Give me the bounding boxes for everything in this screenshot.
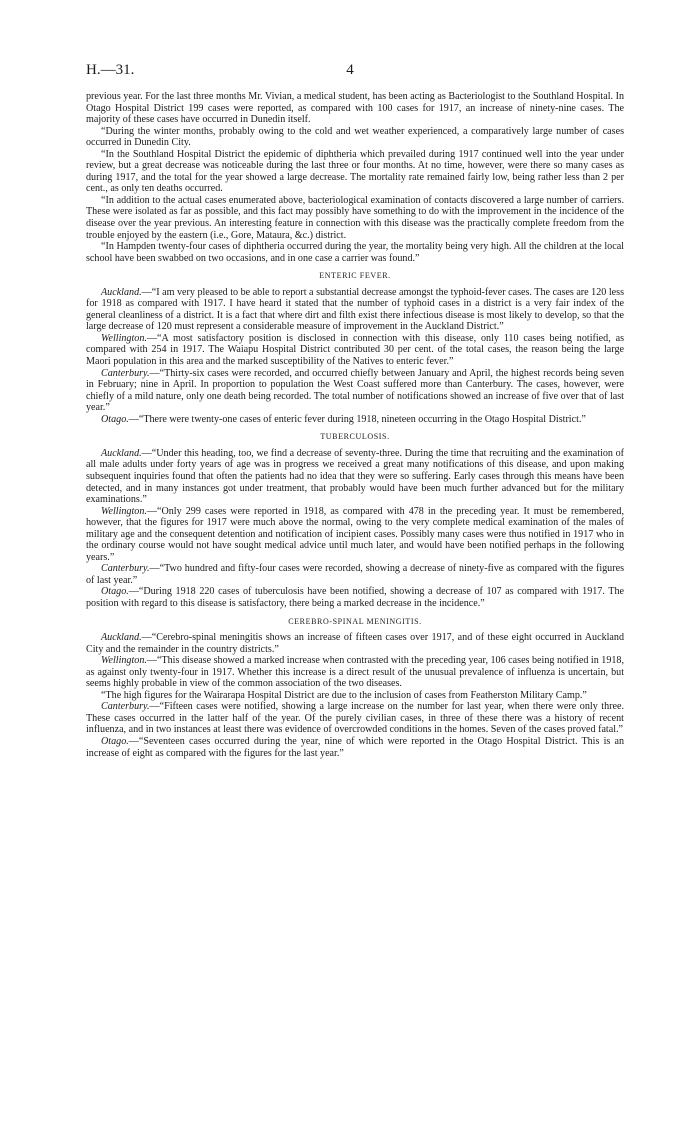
paragraph	[86, 690, 624, 702]
paragraph-text: —“A most satisfactory position is disclosed in connection with this disease, only 110 cases being notified, as compared with 254 in 1917. The Waiapu Hospital District contributed 30 per cent. of the total cases, the reason being the large Maori population in this area and the marked susceptibility of the Natives to enteric fever.”	[86, 332, 624, 368]
paragraph-text: —“Only 299 cases were reported in 1918, as compared with 478 in the preceding year. It must be remembered, however, that the figures for 1917 were much above the normal, owing to the very complete medical examination of the males of military age and the consequent detention and notification of incipient cases. Possibly many cases were thus notified in 1917 who in the ordinary course would not have sought medical advice until much later, and would have been notified perhaps in the following years.”	[86, 505, 624, 563]
paragraph	[86, 736, 624, 759]
section-heading: CEREBRO-SPINAL MENINGITIS.	[288, 616, 422, 626]
district-name: Canterbury.	[101, 367, 150, 379]
paragraph-text: —“Two hundred and fifty-four cases were recorded, showing a decrease of ninety-five as compared with the figures of last year.”	[86, 563, 624, 586]
paragraph	[86, 91, 624, 126]
document-body	[86, 91, 624, 759]
paragraph-text: —“Cerebro-spinal meningitis shows an increase of fifteen cases over 1917, and of these eight occurred in Auckland City and the remainder in the country districts.”	[86, 632, 624, 655]
district-name: Wellington.	[101, 655, 147, 667]
district-name: Wellington.	[101, 505, 147, 517]
paragraph-text: previous year. For the last three months Mr. Vivian, a medical student, has been acting as Bacteriologist to the Southland Hospital. In Otago Hospital District 199 cases were reported, as compared with 100 cases for 1917, an increase of ninety-nine cases. The majority of these cases have occurred in Dunedin itself.	[86, 91, 624, 126]
paragraph	[86, 126, 624, 149]
paragraph-text: —“Thirty-six cases were recorded, and occurred chiefly between January and April, the highest records being seven in February; nine in April. In proportion to population the West Coast suffered more than Canterbury. The cases, however, were chiefly of a mild nature, only one death being recorded. The total number of notifications showed an increase of five over that of last year.”	[86, 367, 624, 414]
paragraph	[86, 586, 624, 609]
section-heading: TUBERCULOSIS.	[320, 432, 390, 442]
page-header	[86, 62, 614, 84]
section-heading: ENTERIC FEVER.	[319, 271, 391, 281]
district-name: Otago.	[101, 413, 129, 425]
paragraph-text: “The high figures for the Wairarapa Hospital District are due to the inclusion of cases from Featherston Military Camp.”	[101, 689, 587, 701]
district-name: Auckland.	[101, 447, 142, 459]
district-name: Otago.	[101, 586, 129, 598]
paragraph	[86, 287, 624, 333]
paragraph-text: “In the Southland Hospital District the epidemic of diphtheria which prevailed during 1917 continued well into the year under review, but a great decrease was noticeable during the last three or four months. At no time, however, were there so many cases as during 1917, and the total for the year showed a large decrease. The mortality rate remained fairly low, being rather less than 2 per cent., as only ten deaths occurred.	[86, 148, 624, 195]
document-reference: H.—31.	[86, 62, 135, 78]
paragraph	[86, 448, 624, 506]
paragraph	[86, 149, 624, 195]
paragraph-text: “In addition to the actual cases enumerated above, bacteriological examination of contacts discovered a large number of carriers. These were isolated as far as possible, and this fact may possibly have something to do with the improvement in the incidence of the disease over the year previous. An interesting feature in connection with this disease was the practically complete freedom from the trouble enjoyed by the eastern (i.e., Gore, Mataura, &c.) district.	[86, 194, 624, 241]
paragraph-text: —“I am very pleased to be able to report a substantial decrease amongst the typhoid-fever cases. The cases are 120 less for 1918 as compared with 1917. I have heard it stated that the number of typhoid cases in a district is a very fair index of the general cleanliness of a district. It is a fact that where dirt and filth exist there infectious disease is most likely to develop, so that the large decrease of 120 must represent a considerable measure of improvement in the Auckland District.”	[86, 286, 624, 333]
district-name: Auckland.	[101, 632, 142, 644]
paragraph	[86, 506, 624, 564]
district-name: Canterbury.	[101, 701, 150, 713]
paragraph	[86, 632, 624, 655]
paragraph-text: —“During 1918 220 cases of tuberculosis have been notified, showing a decrease of 107 as compared with 1917. The position with regard to this disease is satisfactory, there being a marked decrease in the incidence.”	[86, 586, 624, 609]
paragraph-text: —“Fifteen cases were notified, showing a large increase on the number for last year, when there were only three. These cases occurred in the latter half of the year. Of the purely civilian cases, in three of these there was a history of recent influenza, and in two instances at least there was evidence of overcrowded conditions in the homes. Seven of the cases proved fatal.”	[86, 701, 624, 736]
district-name: Auckland.	[101, 286, 142, 298]
paragraph-text: —“This disease showed a marked increase when contrasted with the preceding year, 106 cases being notified in 1918, as against only twenty-four in 1917. Whether this increase is a direct result of the unusual prevalence of influenza is uncertain, but seems highly probable in view of the common association of the two diseases.	[86, 655, 624, 690]
paragraph-text: —“Under this heading, too, we find a decrease of seventy-three. During the time that recruiting and the examination of all male adults under forty years of age was in progress we received a great many notifications of this disease, and upon making subsequent inquiries found that often the patients had no idea that they were so suffering. Early cases through this means have been detected, and in many instances got under treatment, that probably would have been much further advanced but for the military examinations.”	[86, 447, 624, 506]
paragraph	[86, 368, 624, 414]
district-name: Otago.	[101, 735, 129, 747]
paragraph-text: —“There were twenty-one cases of enteric fever during 1918, nineteen occurring in the Otago Hospital District.”	[128, 413, 586, 425]
paragraph-text: —“Seventeen cases occurred during the year, nine of which were reported in the Otago Hospital District. This is an increase of eight as compared with the figures for the last year.”	[86, 735, 624, 759]
paragraph	[86, 701, 624, 736]
district-name: Canterbury.	[101, 563, 150, 575]
page-number: 4	[346, 62, 354, 78]
paragraph-text: “In Hampden twenty-four cases of diphtheria occurred during the year, the mortality being very high. All the children at the local school have been swabbed on two occasions, and in one case a carrier was found.”	[86, 241, 624, 264]
paragraph	[86, 241, 624, 264]
paragraph	[86, 195, 624, 241]
district-name: Wellington.	[101, 332, 147, 344]
paragraph-text: “During the winter months, probably owing to the cold and wet weather experienced, a comparatively large number of cases occurred in Dunedin City.	[86, 125, 624, 149]
paragraph	[86, 655, 624, 690]
paragraph	[86, 414, 624, 426]
paragraph	[86, 333, 624, 368]
paragraph	[86, 563, 624, 586]
